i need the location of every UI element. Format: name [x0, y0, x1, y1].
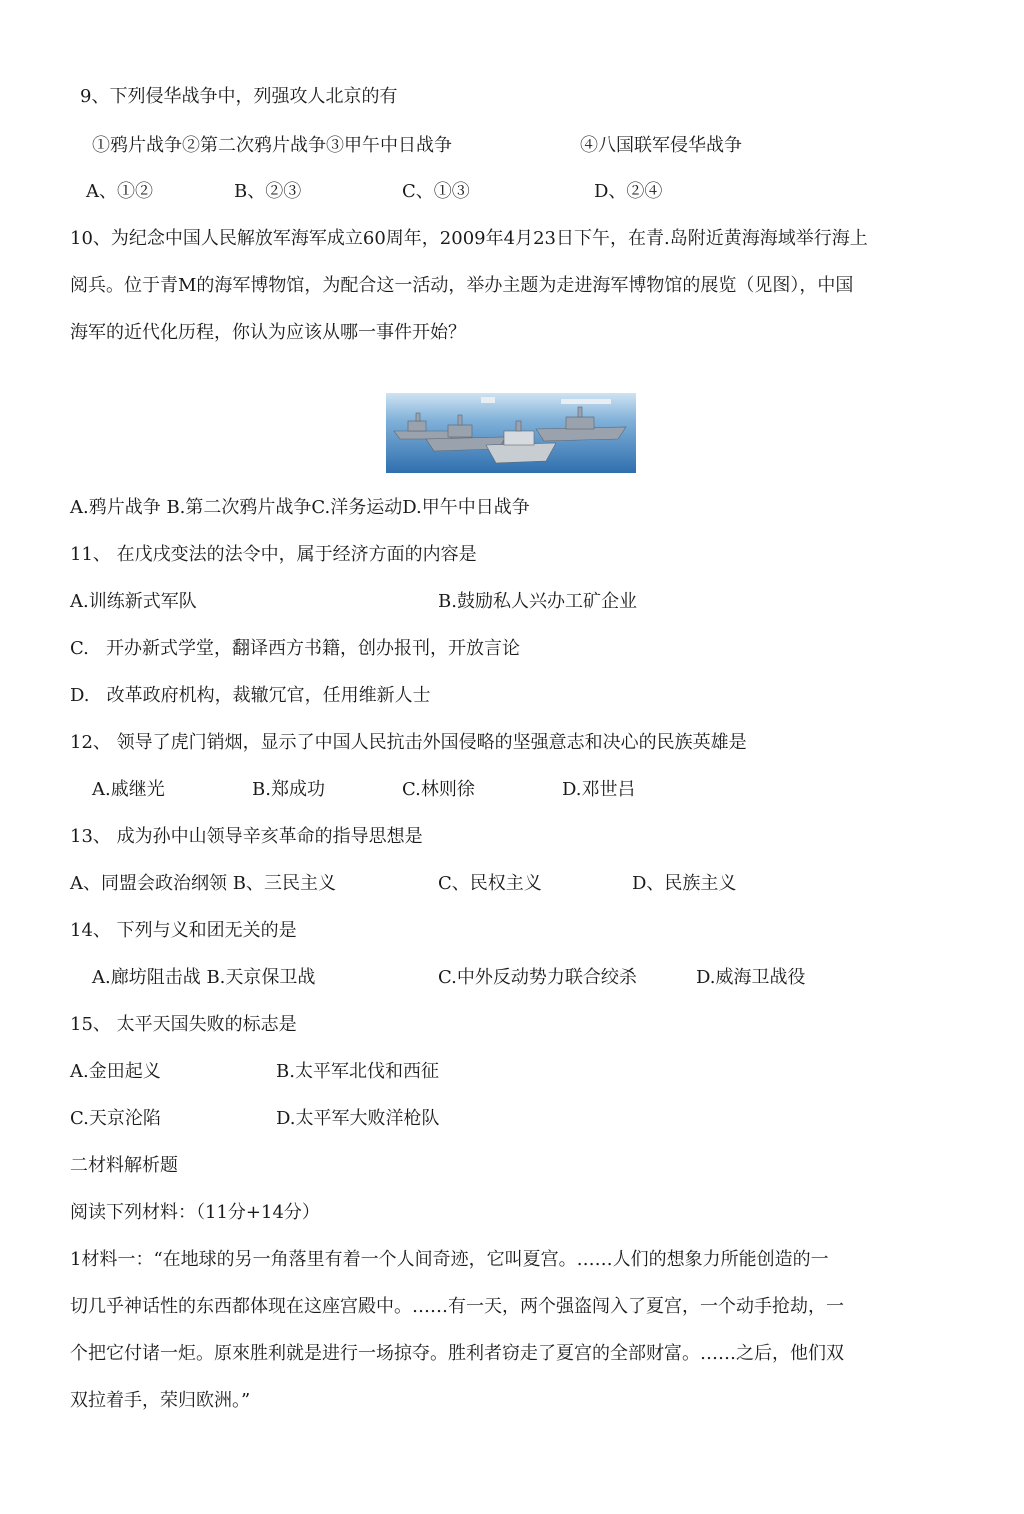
q12-stem: 12、 领导了虎门销烟，显示了中国人民抗击外国侵略的坚强意志和决心的民族英雄是	[70, 732, 747, 753]
material-1-line-2: 切几乎神话性的东西都体现在这座宫殿中。……有一天，两个强盗闯入了夏宫，一个动手抢劫，一	[70, 1296, 844, 1317]
q11-option-b: B.鼓励私人兴办工矿企业	[438, 591, 637, 612]
q13-option-d: D、民族主义	[632, 873, 737, 894]
material-1-line-4: 双拉着手，荣归欧洲。”	[70, 1390, 251, 1411]
q9-option-d: D、②④	[594, 181, 663, 202]
q14-option-c: C.中外反动势力联合绞杀	[438, 967, 637, 988]
q10-line-3: 海军的近代化历程，你认为应该从哪一事件开始？	[70, 322, 466, 343]
q15-stem: 15、 太平天国失败的标志是	[70, 1014, 297, 1035]
material-1-line-1: 1材料一：“在地球的另一角落里有着一个人间奇迹，它叫夏宫。……人们的想象力所能创造的一	[70, 1249, 829, 1270]
q14-stem: 14、 下列与义和团无关的是	[70, 920, 297, 941]
section-title: 二材料解析题	[70, 1155, 178, 1176]
q13-option-ab: A、同盟会政治纲领 B、三民主义	[70, 873, 336, 894]
q11-stem: 11、 在戊戌变法的法令中，属于经济方面的内容是	[70, 544, 477, 565]
q9-option-b: B、②③	[234, 181, 302, 202]
q9-stem: 9、下列侵华战争中，列强攻人北京的有	[80, 86, 398, 107]
q14-option-ab: A.廊坊阻击战 B.天京保卫战	[92, 967, 316, 988]
q13-option-c: C、民权主义	[438, 873, 542, 894]
q13-stem: 13、 成为孙中山领导辛亥革命的指导思想是	[70, 826, 423, 847]
q12-option-c: C.林则徐	[402, 779, 475, 800]
q11-option-c: C. 开办新式学堂，翻译西方书籍，创办报刊，开放言论	[70, 638, 521, 659]
q15-option-d: D.太平军大败洋枪队	[276, 1108, 440, 1129]
q9-items-a: ①鸦片战争②第二次鸦片战争③甲午中日战争	[92, 135, 452, 156]
q15-option-c: C.天京沦陷	[70, 1108, 161, 1129]
q12-option-b: B.郑成功	[252, 779, 325, 800]
q9-option-a: A、①②	[86, 181, 153, 202]
q11-option-a: A.训练新式军队	[70, 591, 197, 612]
q15-option-b: B.太平军北伐和西征	[276, 1061, 439, 1082]
q14-option-d: D.威海卫战役	[696, 967, 806, 988]
material-1-line-3: 个把它付诸一炬。原來胜利就是进行一场掠夺。胜利者窃走了夏宫的全部财富。……之后，他们双	[70, 1343, 844, 1364]
q15-option-a: A.金田起义	[70, 1061, 161, 1082]
q10-line-2: 阅兵。位于青M的海军博物馆，为配合这一活动，举办主题为走进海军博物馆的展览（见图），中国	[70, 275, 854, 296]
q11-option-d: D. 改革政府机构，裁辙冗官，任用维新人士	[70, 685, 431, 706]
q12-option-d: D.邓世吕	[562, 779, 636, 800]
q10-line-1: 10、为纪念中国人民解放军海军成立60周年，2009年4月23日下午，在青.岛附近黄海海域举行海上	[70, 228, 868, 249]
q9-option-c: C、①③	[402, 181, 470, 202]
naval-review-image	[386, 393, 636, 473]
q9-items-b: ④八国联军侵华战争	[580, 135, 742, 156]
q10-options: A.鸦片战争 B.第二次鸦片战争C.洋务运动D.甲午中日战争	[70, 497, 530, 518]
section-instruction: 阅读下列材料：（11分+14分）	[70, 1202, 320, 1223]
q12-option-a: A.戚继光	[92, 779, 165, 800]
